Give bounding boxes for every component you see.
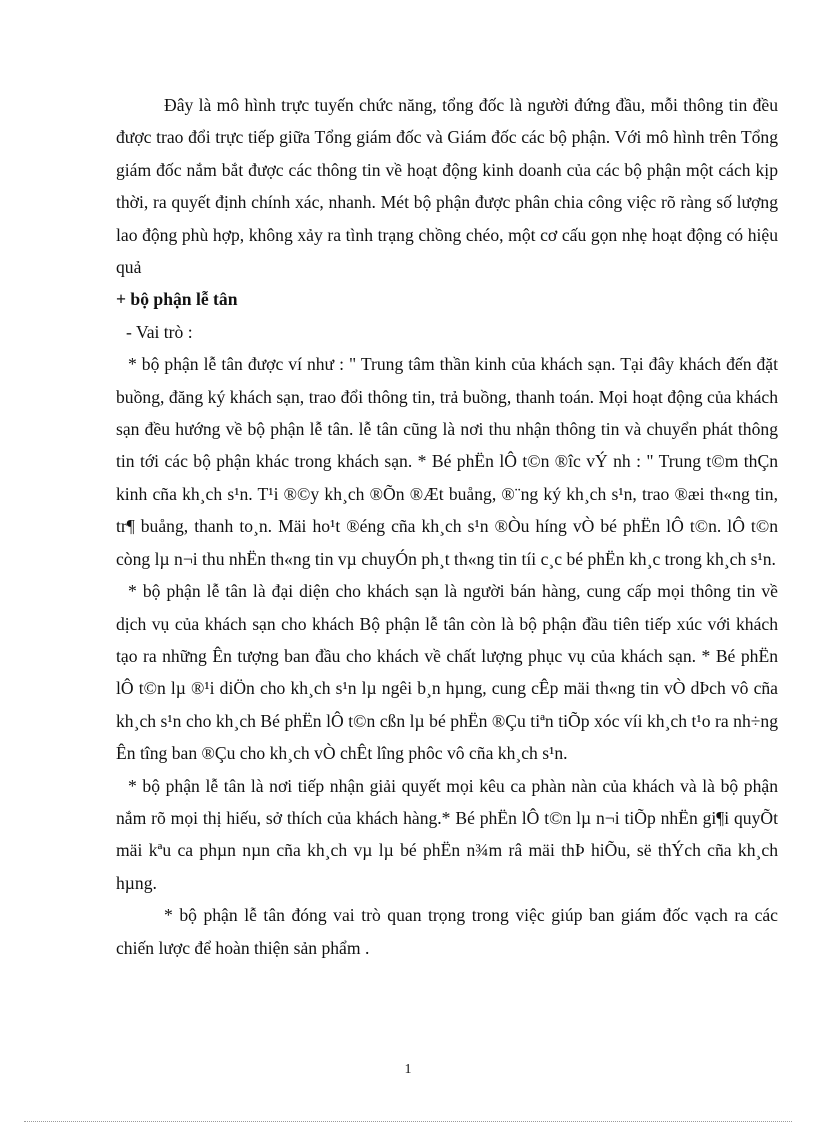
- section-heading: + bộ phận lễ tân: [116, 289, 238, 310]
- role-paragraph-2: * bộ phận lễ tân là đại diện cho khách sạn là người bán hàng, cung cấp mọi thông tin về dịch vụ của khách sạn cho khách Bộ phận lễ tân còn là bộ phận đầu tiên tiếp xúc với khách tạo ra những Ên tượng ban đầu cho khách về chất lượng phục vụ của khách sạn. * Bé phËn lÔ t©n lµ ®¹i diÖn cho kh¸ch s¹n lµ ngêi b¸n hµng, cung cÊp mäi th«ng tin vÒ dÞch vô cña kh¸ch s¹n cho kh¸ch Bé phËn lÔ t©n cßn lµ bé phËn ®Çu tiªn tiÕp xóc víi kh¸ch t¹o ra nh÷ng Ên tîng ban ®Çu cho kh¸ch vÒ chÊt lîng phôc vô cña kh¸ch s¹n.: [116, 581, 778, 764]
- page-bottom-divider: [24, 1121, 792, 1122]
- intro-paragraph: Đây là mô hình trực tuyến chức năng, tổng đốc là người đứng đầu, mỗi thông tin đều được trao đổi trực tiếp giữa Tổng giám đốc và Giám đốc các bộ phận. Với mô hình trên Tổng giám đốc nắm bắt được các thông tin về hoạt động kinh doanh của các bộ phận một cách kịp thời, ra quyết định chính xác, nhanh. Mét bộ phận được phân chia công việc rõ ràng số lượng lao động phù hợp, không xảy ra tình trạng chồng chéo, một cơ cấu gọn nhẹ hoạt động có hiệu quả: [116, 95, 778, 278]
- body-text: [116, 89, 778, 964]
- role-paragraph-1: * bộ phận lễ tân được ví như : " Trung tâm thần kinh của khách sạn. Tại đây khách đến đặt buồng, đăng ký khách sạn, trao đổi thông tin, trả buồng, thanh toán. Mọi hoạt động của khách sạn đều hướng về bộ phận lễ tân. lễ tân cũng là nơi thu nhận thông tin và chuyển phát thông tin tới các bộ phận khác trong khách sạn. * Bé phËn lÔ t©n ®îc vÝ nh : " Trung t©m thÇn kinh cña kh¸ch s¹n. T¹i ®©y kh¸ch ®Õn ®Æt buång, ®¨ng ký kh¸ch s¹n, trao ®æi th«ng tin, tr¶ buång, thanh to¸n. Mäi ho¹t ®éng cña kh¸ch s¹n ®Òu híng vÒ bé phËn lÔ t©n. lÔ t©n còng lµ n¬i thu nhËn th«ng tin vµ chuyÓn ph¸t th«ng tin tíi c¸c bé phËn kh¸c trong kh¸ch s¹n.: [116, 354, 778, 569]
- role-paragraph-3: * bộ phận lễ tân là nơi tiếp nhận giải quyết mọi kêu ca phàn nàn của khách và là bộ phận nắm rõ mọi thị hiếu, sở thích của khách hàng.* Bé phËn lÔ t©n lµ n¬i tiÕp nhËn gi¶i quyÕt mäi kªu ca phµn nµn cña kh¸ch vµ lµ bé phËn n¾m râ mäi thÞ hiÕu, së thÝch cña kh¸ch hµng.: [116, 775, 778, 893]
- page-number: 1: [404, 1062, 412, 1077]
- role-subheading: - Vai trò :: [126, 321, 193, 342]
- role-paragraph-4: * bộ phận lễ tân đóng vai trò quan trọng trong việc giúp ban giám đốc vạch ra các chiến lược để hoàn thiện sản phẩm .: [116, 905, 778, 958]
